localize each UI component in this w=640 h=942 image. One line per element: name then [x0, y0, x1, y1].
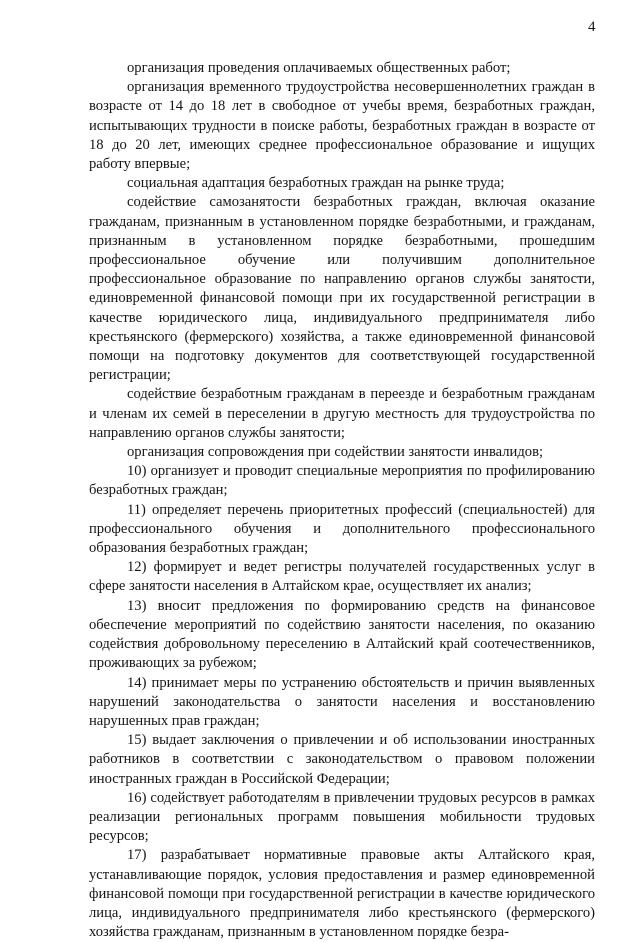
paragraph-item-17: 17) разрабатывает нормативные правовые акты Алтайского края, устанавливающие порядок, условия предоставления и размер единовременной финансовой помощи при государственной регистрации в качестве юридического лица, индивидуального предпринимателя либо крестьянского (фермерского) хозяйства гражданам, признанным в установленном порядке безра- [89, 847, 595, 941]
paragraph-item-14: 14) принимает меры по устранению обстоятельств и причин выявленных нарушений законодательства о занятости населения и восстановлению нарушенных прав граждан; [89, 674, 595, 729]
paragraph-temporary-employment: организация временного трудоустройства несовершеннолетних граждан в возрасте от 14 до 18 лет в свободное от учебы время, безработных граждан, испытывающих трудности в поиске работы, безработных граждан в возрасте от 18 до 20 лет, имеющих среднее профессиональное образование и ищущих работу впервые; [89, 79, 595, 173]
paragraph-item-15: 15) выдает заключения о привлечении и об использовании иностранных работников в соответствии с законодательством о правовом положении иностранных граждан в Российской Федерации; [89, 732, 595, 787]
page-number: 4 [588, 19, 596, 35]
paragraph-disabled-support: организация сопровождения при содействии занятости инвалидов; [127, 444, 544, 461]
paragraph-item-16: 16) содействует работодателям в привлечении трудовых ресурсов в рамках реализации региональных программ повышения мобильности трудовых ресурсов; [89, 789, 595, 845]
document-body [89, 59, 595, 942]
paragraph-self-employment: содействие самозанятости безработных граждан, включая оказание гражданам, признанным в установленном порядке безработными, и гражданам, признанным в установленном порядке безработными, прошедшим профессиональное обучение или получившим дополнительное профессиональное образование по направлению органов службы занятости, единовременной финансовой помощи при их государственной регистрации в качестве юридического лица, индивидуального предпринимателя либо крестьянского (фермерского) хозяйства, а также единовременной финансовой помощи на подготовку документов для соответствующей государственной регистрации; [89, 194, 595, 384]
paragraph-item-10: 10) организует и проводит специальные мероприятия по профилированию безработных граждан; [89, 463, 595, 499]
paragraph-item-12: 12) формирует и ведет регистры получателей государственных услуг в сфере занятости населения в Алтайском крае, осуществляет их анализ; [89, 559, 595, 595]
paragraph-item-13: 13) вносит предложения по формированию средств на финансовое обеспечение мероприятий по содействию занятости населения, по оказанию содействия добровольному переселению в Алтайский край соотечественников, проживающих за рубежом; [89, 597, 595, 672]
paragraph-item-11: 11) определяет перечень приоритетных профессий (специальностей) для профессионального обучения и дополнительного профессионального образования безработных граждан; [89, 501, 595, 557]
paragraph-relocation: содействие безработным гражданам в переезде и безработным гражданам и членам их семей в переселении в другую местность для трудоустройства по направлению органов службы занятости; [89, 386, 595, 441]
paragraph-public-works: организация проведения оплачиваемых общественных работ; [127, 60, 511, 76]
paragraph-social-adaptation: социальная адаптация безработных граждан на рынке труда; [127, 175, 505, 192]
